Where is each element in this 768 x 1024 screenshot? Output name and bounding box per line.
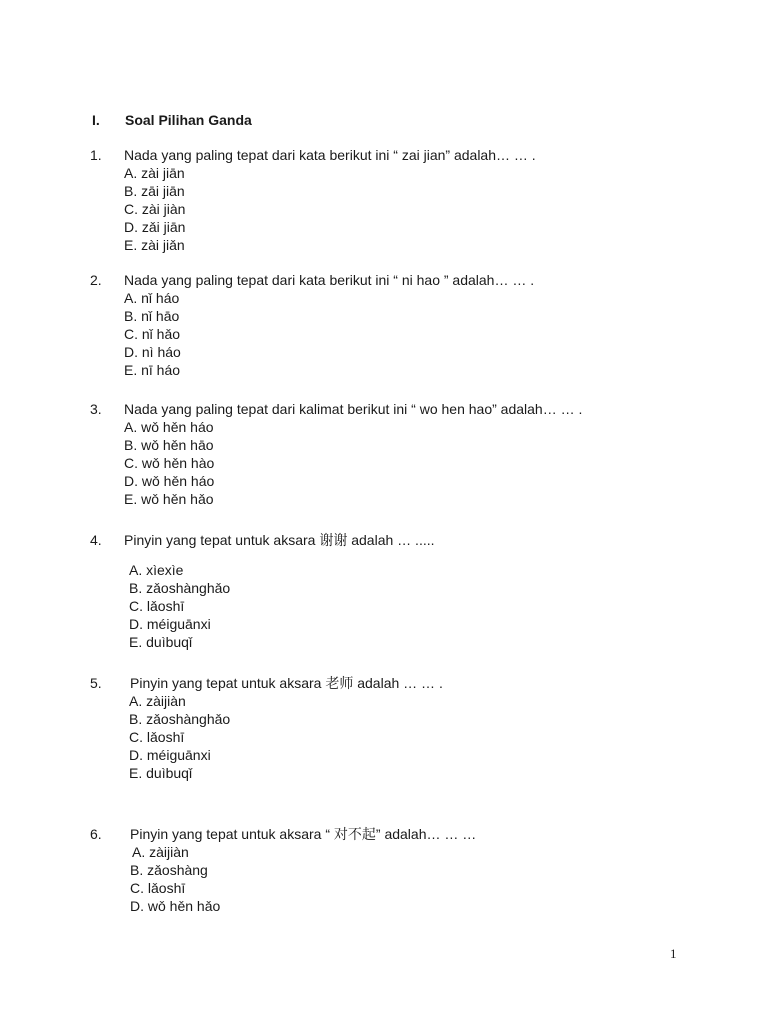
option-d: D. zǎi jiān <box>124 219 186 235</box>
option-a: A. wǒ hěn háo <box>124 419 214 435</box>
option-c: C. nǐ hǎo <box>124 326 181 342</box>
option-list <box>129 692 443 782</box>
question-number: 2. <box>90 272 102 288</box>
option-e: E. zài jiǎn <box>124 237 185 253</box>
option-c: C. lǎoshī <box>129 598 185 614</box>
option-d: D. nì háo <box>124 344 181 360</box>
option-c: C. lǎoshī <box>129 729 185 745</box>
option-b: B. nǐ hāo <box>124 308 180 324</box>
question-5 <box>90 674 443 782</box>
option-a: A. zài jiān <box>124 165 185 181</box>
option-b: B. zāi jiān <box>124 183 185 199</box>
option-a: A. xìexìe <box>129 562 184 578</box>
option-d: D. wǒ hěn hǎo <box>130 898 221 914</box>
question-text: Pinyin yang tepat untuk aksara “ 对不起” adalah… … … <box>130 826 477 842</box>
question-1 <box>90 146 536 254</box>
option-list <box>124 289 534 379</box>
option-d: D. méiguānxi <box>129 616 211 632</box>
question-number: 3. <box>90 401 102 417</box>
question-text: Pinyin yang tepat untuk aksara 谢谢 adalah … ..... <box>124 532 435 548</box>
section-number: I. <box>92 112 100 128</box>
option-b: B. zǎoshàng <box>130 862 208 878</box>
section-header <box>92 111 252 129</box>
question-number: 6. <box>90 826 102 842</box>
question-text: Nada yang paling tepat dari kalimat berikut ini “ wo hen hao” adalah… … . <box>124 401 583 417</box>
option-a: A. zàijiàn <box>129 693 186 709</box>
question-6 <box>90 825 476 915</box>
option-list <box>129 561 435 651</box>
question-stem <box>90 271 534 289</box>
question-number: 4. <box>90 532 102 548</box>
option-e: E. nī háo <box>124 362 181 378</box>
option-c: C. wǒ hěn hào <box>124 455 215 471</box>
question-text: Pinyin yang tepat untuk aksara 老师 adalah … … . <box>130 675 443 691</box>
question-stem <box>90 400 582 418</box>
question-4 <box>90 531 435 651</box>
option-list <box>124 418 582 508</box>
option-b: B. zǎoshànghǎo <box>129 580 231 596</box>
question-number: 5. <box>90 675 102 691</box>
option-a: A. zàijiàn <box>132 844 189 860</box>
option-list <box>124 164 536 254</box>
option-e: E. wǒ hěn hǎo <box>124 491 214 507</box>
section-title: Soal Pilihan Ganda <box>125 112 252 128</box>
option-b: B. zǎoshànghǎo <box>129 711 231 727</box>
option-e: E. duìbuqǐ <box>129 765 193 781</box>
question-stem <box>90 825 476 843</box>
option-c: C. lǎoshī <box>130 880 186 896</box>
question-3 <box>90 400 582 508</box>
question-stem <box>90 531 435 549</box>
question-stem <box>90 146 536 164</box>
option-a: A. nǐ háo <box>124 290 180 306</box>
option-d: D. wǒ hěn háo <box>124 473 215 489</box>
option-c: C. zài jiàn <box>124 201 186 217</box>
page-number: 1 <box>670 946 677 961</box>
question-text: Nada yang paling tepat dari kata berikut ini “ ni hao ” adalah… … . <box>124 272 535 288</box>
option-e: E. duìbuqǐ <box>129 634 193 650</box>
question-number: 1. <box>90 147 102 163</box>
option-list <box>130 843 476 915</box>
question-text: Nada yang paling tepat dari kata berikut ini “ zai jian” adalah… … . <box>124 147 536 163</box>
option-d: D. méiguānxi <box>129 747 211 763</box>
option-b: B. wǒ hěn hāo <box>124 437 214 453</box>
question-2 <box>90 271 534 379</box>
question-stem <box>90 674 443 692</box>
